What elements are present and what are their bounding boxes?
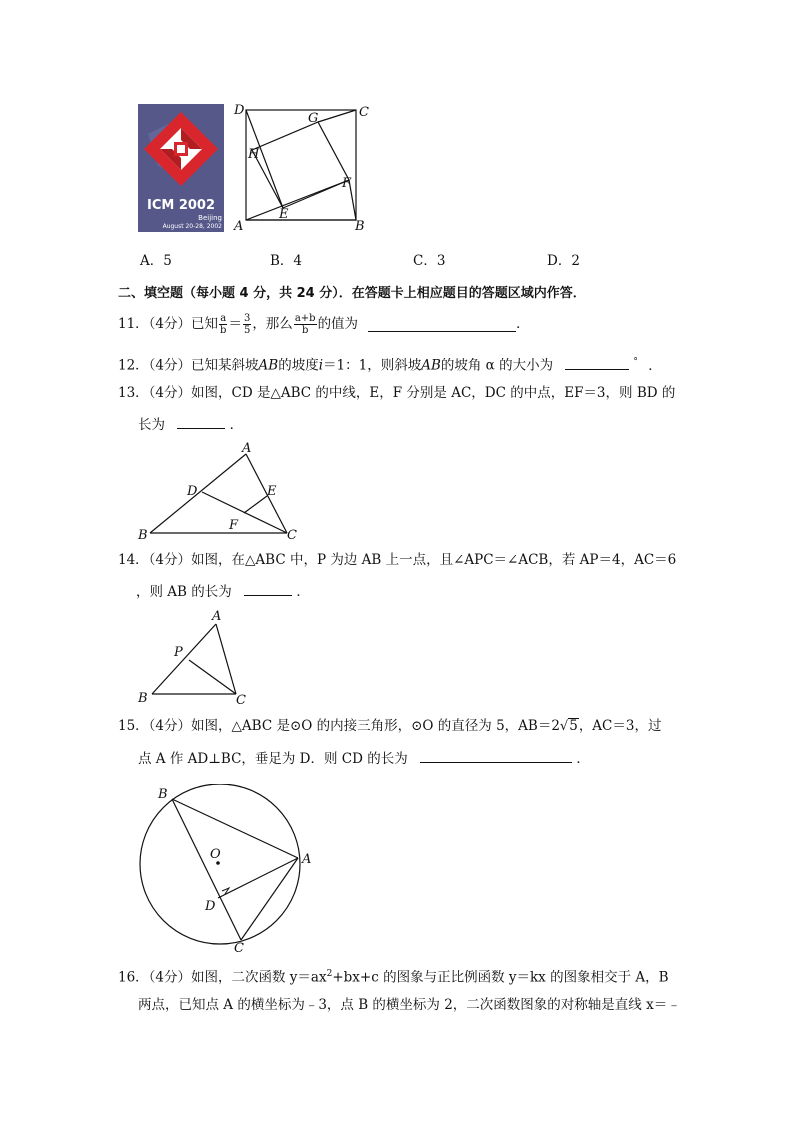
label-H: H (248, 147, 260, 162)
q11-suffix: 的值为 (317, 316, 359, 332)
question-14-line1: 14．（4分）如图，在△ABC 中，P 为边 AB 上一点，且∠APC＝∠ACB，若 AP＝4，AC＝6 (118, 552, 677, 568)
label-A: A (302, 852, 312, 867)
label-B: B (355, 219, 365, 234)
label-G: G (308, 111, 319, 126)
option-a: A．5 (140, 253, 172, 269)
q13-answer-blank[interactable] (177, 414, 225, 429)
q14-answer-blank[interactable] (244, 581, 292, 596)
label-B: B (138, 528, 148, 543)
label-O: O (210, 847, 221, 862)
q11-mid: ，那么 (252, 316, 293, 332)
q11-frac-3-5: $\frac{3}{5}$ (243, 312, 251, 336)
label-A: A (234, 219, 244, 234)
q11-end: ． (516, 316, 530, 332)
label-P: P (174, 645, 183, 660)
q15-figure (134, 784, 316, 954)
section-heading: 二、填空题（每小题 4 分，共 24 分）．在答题卡上相应题目的答题区域内作答． (118, 286, 586, 301)
label-B: B (138, 691, 148, 706)
question-11 (118, 311, 530, 337)
label-F: F (229, 518, 239, 533)
question-16-line1: 16．（4分）如图，二次函数 $y=ax^2+bx+c$ 的图象与正比例函数 y＝kx 的图象相交于 A，B (118, 969, 669, 986)
square-figure (228, 100, 378, 235)
question-15-line1: 15．（4分）如图，△ABC 是⊙O 的内接三角形，⊙O 的直径为 5，AB＝2√5，AC＝3，过 (118, 718, 662, 734)
q15-sqrt: 5 (569, 718, 578, 734)
q13-figure (136, 440, 306, 544)
q11-prefix: 11．（4分）已知 (118, 316, 219, 332)
icm-logo-title: ICM 2002 (146, 198, 216, 213)
question-12: 12．（4分）已知某斜坡AB的坡度i＝1：1，则斜坡AB的坡角 α 的大小为 ° ． (118, 352, 662, 376)
q12-answer-blank[interactable] (565, 355, 629, 370)
label-C: C (234, 941, 244, 954)
q11-answer-blank[interactable] (368, 317, 516, 332)
question-13-line1: 13．（4分）如图，CD 是△ABC 的中线，E，F 分别是 AC，DC 的中点，EF＝3，则 BD 的 (118, 385, 676, 401)
q15-answer-blank[interactable] (420, 748, 572, 763)
label-E: E (267, 484, 277, 499)
icm-logo-city: Beijing (198, 214, 222, 222)
question-15-line2: 点 A 作 AD⊥BC，垂足为 D．则 CD 的长为 ． (138, 748, 590, 769)
q11-frac-a-b: $\frac{a}{b}$ (220, 312, 227, 336)
option-d: D．2 (547, 253, 580, 269)
label-F: F (342, 176, 352, 191)
label-D: D (205, 899, 216, 914)
option-b: B．4 (270, 253, 303, 269)
label-C: C (287, 528, 297, 543)
label-E: E (279, 207, 289, 222)
label-C: C (359, 105, 369, 120)
question-16-line2: 两点，已知点 A 的横坐标为﹣3，点 B 的横坐标为 2，二次函数图象的对称轴是直线 x＝﹣ (138, 997, 681, 1013)
label-A: A (242, 441, 252, 456)
label-D: D (187, 484, 198, 499)
option-c: C．3 (413, 253, 446, 269)
question-13-line2: 长为 ． (138, 414, 243, 435)
label-C: C (236, 693, 246, 708)
q11-frac-apb-b: $\frac{a+b}{b}$ (294, 312, 316, 336)
question-14-line2: ，则 AB 的长为 ． (136, 581, 310, 602)
icm-logo-dates: August 20-28, 2002 (162, 223, 222, 230)
label-D: D (234, 103, 245, 118)
label-A: A (212, 609, 222, 624)
label-B: B (158, 787, 168, 802)
q11-equals: ＝ (228, 316, 242, 332)
q14-figure (136, 606, 256, 708)
icm-logo (138, 104, 224, 232)
